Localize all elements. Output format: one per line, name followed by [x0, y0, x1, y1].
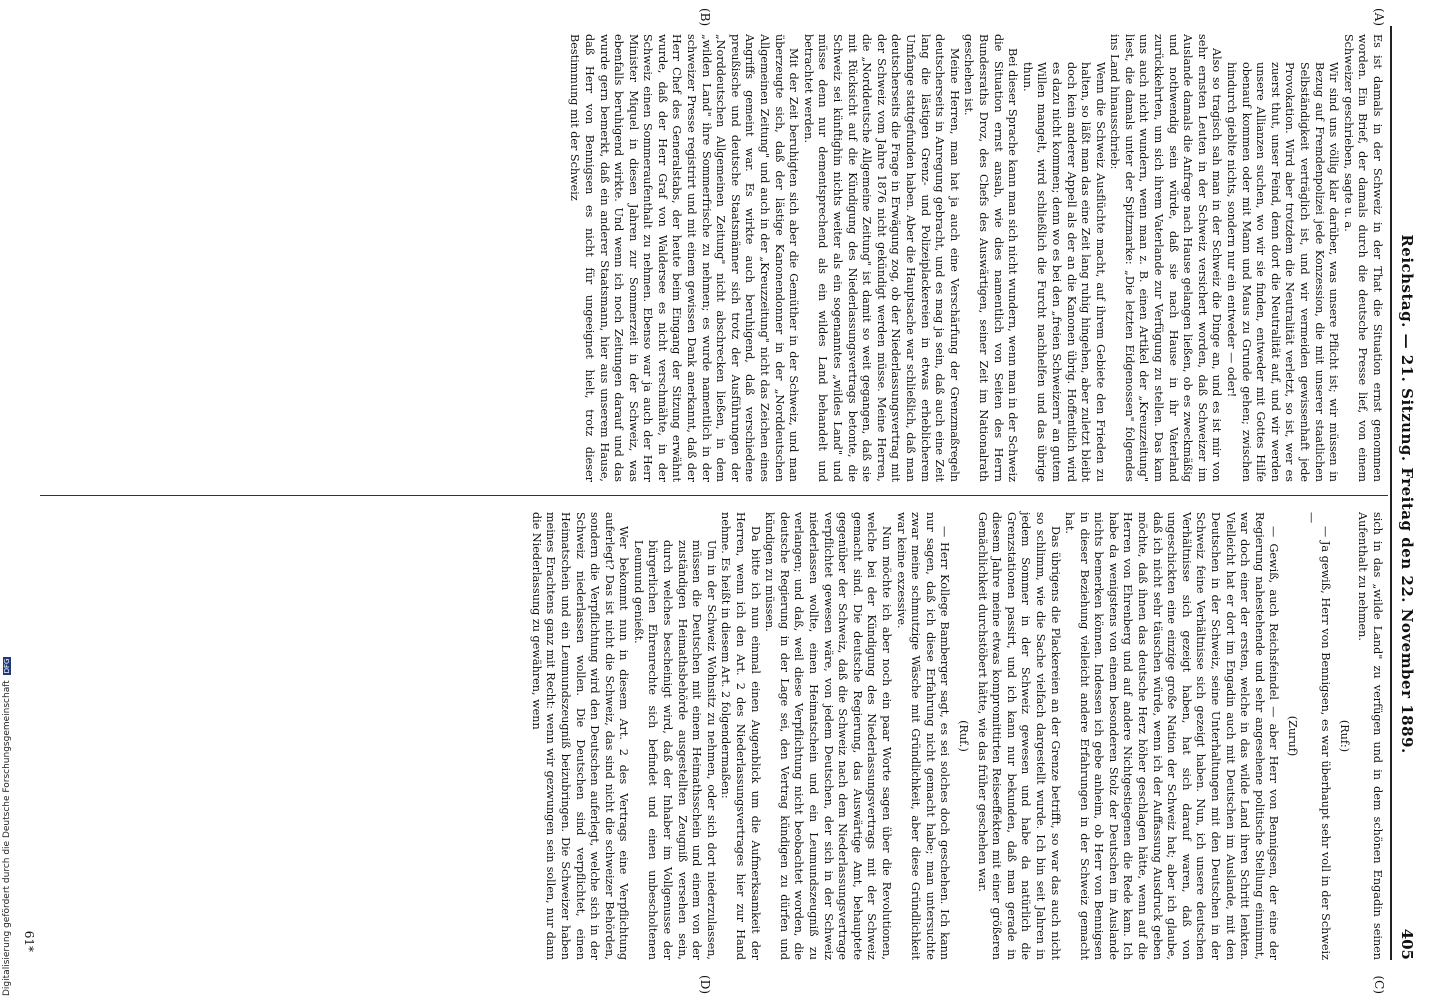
paragraph: Meine Herren, man hat ja auch eine Verschärfung der Grenzmaßregeln deutscherseits in Anregung gebracht, und es mag ja sein, daß auch eine Zeit lang die lästigen Grenz- und Polizeiplackereien in etwas erheblicherem Umfange stattgefunden haben. Aber die Hauptsache war schließlich, daß man deutscherseits die Frage in Erwägung zog, ob der Niederlassungsvertrag mit der Schweiz vom Jahre 1876 nicht gekündigt werden müsse. Meine Herren, die „Norddeutsche Allgemeine Zeitung" ist damit so weit gegangen, daß sie mit Rücksicht auf die Kündigung des Niederlassungsvertrags betonte, die Schweiz sei künftighin nichts weiter als ein sogenanntes „wildes Land" und müsse denn nur dementsprechend als ein wildes Land behandelt und betrachtet werden.: [801, 34, 961, 482]
interjection: (Ruf:): [1337, 719, 1351, 753]
paragraph: Es ist damals in der Schweiz in der That die Situation ernst genommen worden. Ein Brief, der damals durch die deutsche Presse lief, von einem Schweizer geschrieben, sagte u. a.: [1341, 34, 1384, 482]
paragraph: Da bitte ich nun einmal einen Augenblick um die Aufmerksamkeit der Herren, wenn ich den Art. 2 des Niederlassungsvertrages hier zur Hand nehme. Es heißt in diesem Art. 2 folgendermaßen:: [719, 512, 762, 960]
paragraph: — Herr Kollege Bamberger sagt, es sei solches doch geschehen. Ich kann nur sagen, daß ich diese Erfahrung nicht gemacht habe; man untersuchte zwar meine schmutzige Wäsche mit Gründlichkeit, aber diese Gründlichkeit war keine exzessive.: [894, 512, 952, 960]
page-title: Reichstag. — 21. Sitzung. Freitag den 22. November 1889.: [1398, 234, 1416, 754]
paragraph: — Gewiß, auch Reichsfeindel — aber Herr von Bennigsen, der eine der Regierung nahestehende und sehr angesehene politische Stellung einnimmt, war doch einer der ersten, welche in das wilde Land ihren Schritt lenkten. Vielleicht hat er dort im Engadin auch mit Deutschen im Auslande, mit den Deutschen in der Schweiz, seine Unterhaltungen mit den Deutschen in der Schweiz feine Verhältnisse sich gezeigt haben. Nun, ich unsere deutschen Verhältnisse sich gezeigt haben, hat sich darauf waren, daß von ungeschickten eine einzige große Nation der Schweiz hat; aber ich glaube, daß ich nicht sehr täuschen würde, wenn ich der Auffassung Ausdruck geben möchte, daß ihnen das deutsche Herz höher geschlagen hätte, wenn auf die Herren von Ehrenberg und auf andere Nichtgestiegenen die Rede kam. Ich habe da wenigstens von einem besonderen Stolz der Deutschen im Auslande nichts bemerken können. Indessen ich gebe anheim, ob Herr von Bennigsen in dieser Beziehung vielleicht andere Erfahrungen in der Schweiz gemacht hat.: [1063, 512, 1281, 960]
quote-paragraph: Wir sind uns völlig klar darüber, was unsere Pflicht ist; wir müssen in Bezug auf Fremdenpolizei jede Konzession, die mit unserer staatlichen Selbständigkeit verträglich ist, und wir vermeiden gewissenhaft jede Provokation. Wird aber trotzdem die Neutralität verletzt, so ist, wer es zuerst thut, unser Feind, denn dort die Neutralität auf, und wir werden unsere Allianzen suchen, wo wir sie finden, entweder mit Gottes Hilfe obenauf kommen oder mit Mann und Maus zu Grunde gehen; zwischen hindurch gieblte nichts, sondern nur ein entweder — oder!: [1225, 62, 1341, 482]
margin-marker-c: (C): [1372, 975, 1386, 994]
margin-marker-a: (A): [1372, 8, 1386, 27]
margin-marker-b: (B): [698, 8, 712, 27]
digitization-credit: Digitalisierung gefördert durch die Deutsche Forschungsgemeinschaft: [2, 680, 12, 996]
paragraph: Nun möchte ich aber noch ein paar Worte sagen über die Revolutionen, welche bei der Kündigung des Niederlassungsvertrags mit der Schweiz gemacht sind. Die deutsche Regierung, das Auswärtige Amt, behauptete gegenüber der Schweiz, daß die Schweiz nach dem Niederlassungsvertrage verpflichtet gewesen wäre, von jedem Deutschen, der sich in der Schweiz niederlassen wollte, einen Heimatschein und ein Leumundszeugniß zu verlangen; und daß, weil diese Verpflichtung nicht beobachtet worden, die deutsche Regierung in der Lage sei, den Vertrag kündigen zu dürfen und kündigen zu müssen.: [763, 512, 893, 960]
paragraph: — Ja gewiß, Herr von Bennigsen, es war überhaupt sehr voll in der Schweiz —: [1304, 512, 1333, 960]
quote-paragraph: Um in der Schweiz Wohnsitz zu nehmen, oder sich dort niederzulassen, müssen die Deutschen mit einem Heimathsschein und einem von der zuständigen Heimathsbehörde ausgestellten Zeugniß versehen sein, durch welches bescheinigt wird, daß der Inhaber im Vollgenusse der bürgerlichen Ehrenrechte sich befindet und einen unbescholtenen Leumund genießt.: [631, 540, 718, 960]
paragraph: Bei dieser Sprache kann man sich nicht wundern, wenn man in der Schweiz die Situation ernst ansah, wie dies namentlich von Seiten des Herrn Bundesraths Droz, des Chefs des Auswärtigen, seiner Zeit im Nationalrath geschehen ist.: [962, 34, 1020, 482]
header-rule: [1390, 26, 1392, 960]
footer-strip: [0, 0, 14, 1000]
quote-paragraph: Wenn die Schweiz Ausflüchte macht, auf ihrem Gebiete den Frieden zu halten, so läßt man das eine Zeit lang ruhig hingehen, aber zuletzt bleibt doch kein anderer Appell als der an die Kanonen übrig. Hoffentlich wird es dazu nicht kommen; denn wo es bei den „freien Schweizern" an gutem Willen mangelt, wird schließlich die Furcht nachhelfen und das übrige thun.: [1020, 62, 1107, 482]
page-header: [1392, 28, 1418, 960]
interjection: (Ruf.): [956, 720, 970, 752]
interjection: (Zuruf): [1286, 715, 1300, 757]
left-column: [567, 34, 1384, 482]
dfg-logo: DFG: [3, 658, 11, 674]
paragraph: Also so tragisch sah man in der Schweiz die Dinge an, und es ist mir von sehr ernsten Leuten in der Schweiz versichert worden, daß Schweizer im Auslande damals die Anfrage nach Hause gelangen ließen, ob es zweckmäßig und nothwendig sein würde, daß sie nach Hause in ihr Vaterland zurückkehrten, um sich ihrem Vaterlande zur Verfügung zu stellen. Das kam uns auch nicht wundern, wenn man z. B. einen Artikel der „Kreuzzeitung" liest, die damals unter der Spitzmarke: „Die letzten Eidgenossen" folgendes ins Land hinausschrieb:: [1108, 34, 1224, 482]
paragraph: Das übrigens die Plackereien an der Grenze betrifft, so war das auch nicht so schlimm, wie die Sache vielfach dargestellt wurde. Ich bin seit Jahren in jedem Sommer in der Schweiz gewesen und habe da natürlich die Grenzstationen passirt, und ich kann nur bekunden, daß man gerade in diesem Jahre meine etwas kompromittirten Reiseeffekten mit einer größeren Gemächlichkeit durchstöbert hätte, wie das früher geschehen war.: [975, 512, 1062, 960]
paragraph: sich in das „wilde Land" zu verfügen und in dem schönen Engadin seinen Aufenthalt zu nehmen.: [1356, 512, 1384, 960]
paragraph: Mit der Zeit beruhigten sich aber die Gemüther in der Schweiz, und man überzeugte sich, daß der lästige Kanonendonner in der „Norddeutschen Allgemeinen Zeitung" und auch in der „Kreuzzeitung" nicht das Zeichen eines Angriffs gemeint war. Es wirkte auch beruhigend, daß verschiedene preußische und deutsche Staatsmänner sich trotz der Ausführungen der „Norddeutschen Allgemeinen Zeitung" nicht abschrecken ließen, in dem „wilden Land" ihre Sommerfrische zu nehmen; es wurde namentlich in der schweizer Presse registrirt und mit einem gewissen Dank anerkannt, daß der Herr Chef des Generalstabs, der heute beim Eingang der Sitzung erwähnt wurde, daß der Herr Graf von Waldersee es nicht verschmähte, in der Schweiz einen Sommeraufenthalt zu nehmen. Ebenso war ja auch der Herr Minister Miquel in diesen Jahren zur Sommerzeit in der Schweiz, was ebenfalls beruhigend wirkte. Und wenn ich noch Zeitungen darauf und das wurde gern bemerkt, daß ein anderer Staatsmann, hier aus unserem Hause, daß Herr von Bennigsen es nicht für ungeeignet hielt, trotz dieser Bestimmung mit der Schweiz: [568, 34, 801, 482]
page-number: 405: [1398, 928, 1416, 960]
column-divider: [40, 495, 1388, 496]
margin-marker-d: (D): [698, 975, 712, 994]
signature-mark: 61*: [22, 930, 36, 952]
paragraph: Wer bekommt nun in diesem Art. 2 des Vertrags eine Verpflichtung auferlegt? Das ist nicht die Schweiz, das sind nicht die schweizer Behörden, sondern die Verpflichtung wird den Deutschen auferlegt, welche sich in der Schweiz niederlassen wollen. Die Deutschen sind verpflichtet, einen Heimatschein und ein Leumundszeugniß beizubringen. Die Schweizer haben meines Erachtens ganz mit Recht: wenn wir gezwungen sein sollen, nur dann die Niederlassung zu gewähren, wenn: [529, 512, 631, 960]
right-column: [528, 512, 1384, 960]
